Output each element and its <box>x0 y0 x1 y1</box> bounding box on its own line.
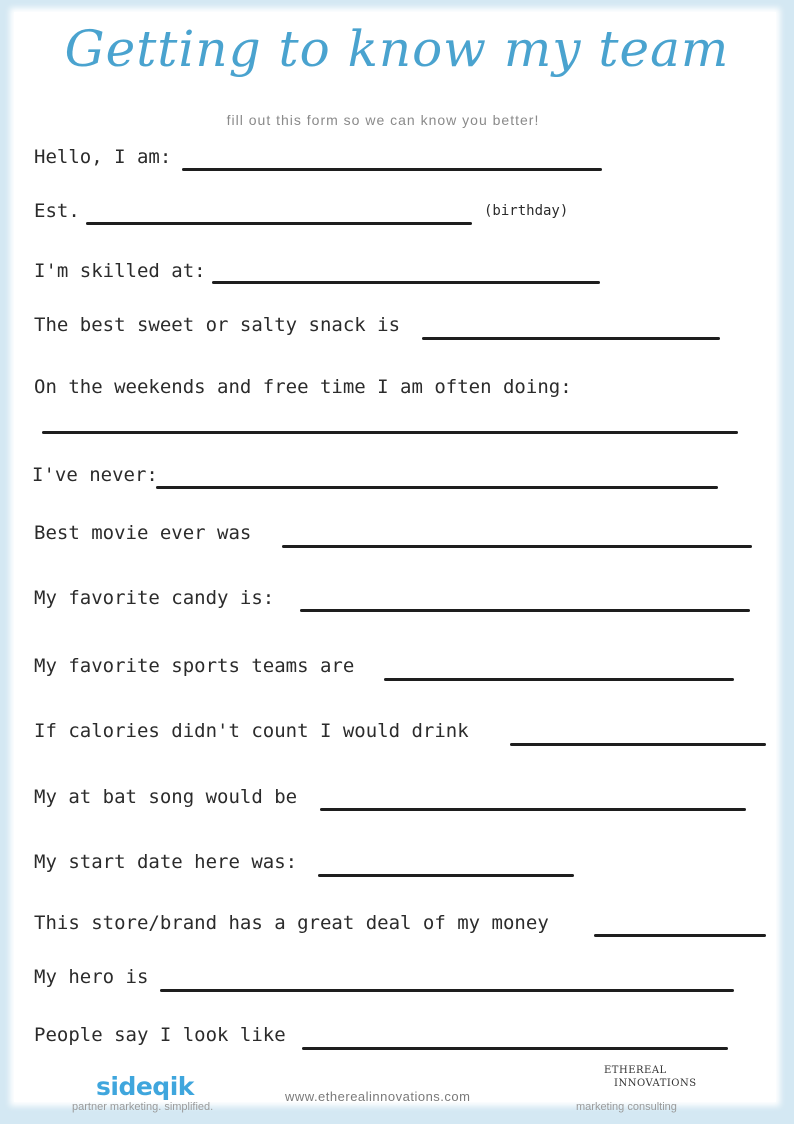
ethereal-logo-line2: INNOVATIONS <box>614 1078 697 1089</box>
birthday-note: (birthday) <box>484 203 569 219</box>
field-label-skills: I'm skilled at: <box>34 260 206 282</box>
form-sheet <box>14 12 776 1102</box>
field-line-hero[interactable] <box>160 989 734 992</box>
field-label-start-date: My start date here was: <box>34 851 298 873</box>
field-line-store[interactable] <box>594 934 766 937</box>
field-label-birthday: Est. <box>34 200 80 222</box>
field-label-candy: My favorite candy is: <box>34 587 275 609</box>
sideqik-tagline: partner marketing. simplified. <box>72 1101 214 1113</box>
field-line-start-date[interactable] <box>318 874 574 877</box>
field-line-skills[interactable] <box>212 281 600 284</box>
field-line-candy[interactable] <box>300 609 750 612</box>
field-line-song[interactable] <box>320 808 746 811</box>
field-line-movie[interactable] <box>282 545 752 548</box>
field-label-sports: My favorite sports teams are <box>34 655 355 677</box>
field-label-movie: Best movie ever was <box>34 522 252 544</box>
field-line-sports[interactable] <box>384 678 734 681</box>
field-label-weekends: On the weekends and free time I am often doing: <box>34 376 572 398</box>
page-title: Getting to know my team <box>64 20 730 78</box>
field-label-snack: The best sweet or salty snack is <box>34 314 401 336</box>
field-line-weekends[interactable] <box>42 431 738 434</box>
field-label-store: This store/brand has a great deal of my money <box>34 912 549 934</box>
sideqik-logo: sideqik <box>96 1072 194 1101</box>
field-line-name[interactable] <box>182 168 602 171</box>
field-label-name: Hello, I am: <box>34 146 172 168</box>
field-label-hero: My hero is <box>34 966 149 988</box>
field-line-never[interactable] <box>156 486 718 489</box>
field-label-song: My at bat song would be <box>34 786 298 808</box>
footer-url[interactable]: www.etherealinnovations.com <box>285 1089 471 1104</box>
field-line-birthday[interactable] <box>86 222 472 225</box>
ethereal-logo <box>604 1064 697 1090</box>
field-label-never: I've never: <box>32 464 158 486</box>
field-line-look-like[interactable] <box>302 1047 728 1050</box>
ethereal-logo-line1: ETHEREAL <box>604 1065 667 1076</box>
field-label-look-like: People say I look like <box>34 1024 286 1046</box>
ethereal-tagline: marketing consulting <box>576 1101 677 1113</box>
field-line-snack[interactable] <box>422 337 720 340</box>
field-label-drink: If calories didn't count I would drink <box>34 720 469 742</box>
page-subtitle: fill out this form so we can know you better! <box>226 112 540 128</box>
field-line-drink[interactable] <box>510 743 766 746</box>
